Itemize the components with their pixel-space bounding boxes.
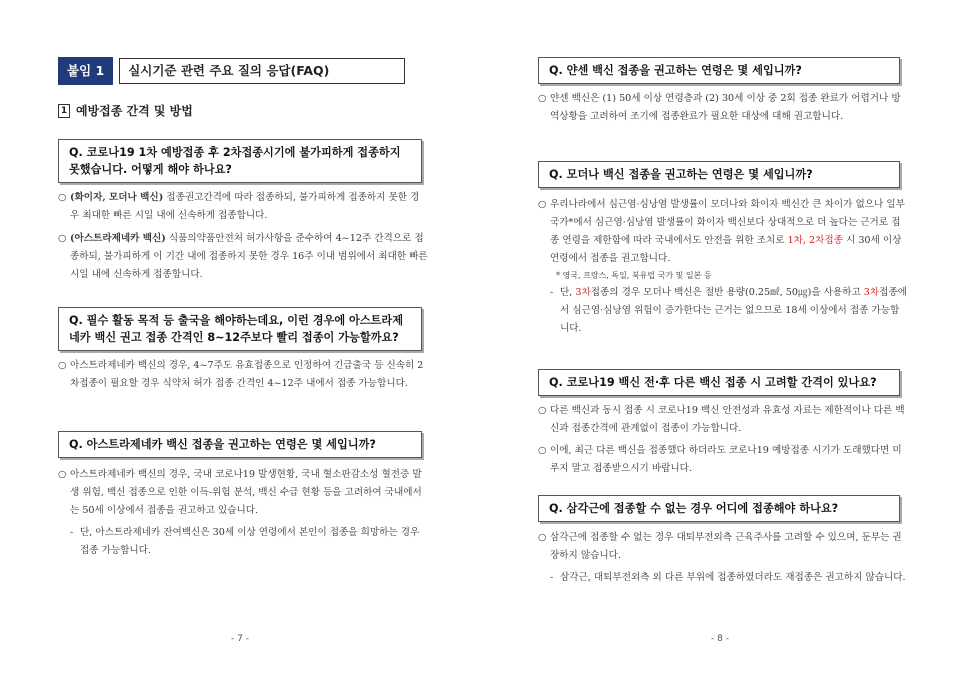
question-text: Q. 모더나 백신 접종을 권고하는 연령은 몇 세입니까? <box>549 168 813 181</box>
appendix-title: 실시기준 관련 주요 질의 응답(FAQ) <box>119 58 405 84</box>
answer-sub-item <box>70 524 428 560</box>
question-text: Q. 아스트라제네카 백신 접종을 권고하는 연령은 몇 세입니까? <box>69 438 376 451</box>
answer-bullet <box>538 196 908 268</box>
answer-bullet <box>538 402 908 438</box>
footnote: * 영국, 프랑스, 독일, 북유럽 국가 및 일본 등 <box>556 271 712 280</box>
circle-bullet-icon: ○ <box>538 93 547 104</box>
dash-bullet-icon: - <box>550 572 554 583</box>
answer-7 <box>538 529 908 587</box>
section-heading <box>58 102 193 119</box>
answer-6 <box>538 402 908 478</box>
answer-text: 식품의약품안전처 허가사항을 준수하여 4~12주 간격으로 접종하되, 불가피하게 이 기간 내에 접종하지 못한 경우 16주 이내 범위에서 최대한 빠른 시일 내에 신속하게 접종합니다. <box>70 233 428 280</box>
question-text: Q. 삼각근에 접종할 수 없는 경우 어디에 접종해야 하나요? <box>549 502 839 515</box>
answer-sub-item <box>550 284 908 338</box>
answer-1 <box>58 189 428 284</box>
page-number: - 8 - <box>711 634 729 644</box>
question-text: Q. 필수 활동 목적 등 출국을 해야하는데요, 이런 경우에 아스트라제네카 백신 권고 접종 간격인 8~12주보다 빨리 접종이 가능할까요? <box>69 314 404 344</box>
answer-bullet <box>538 442 908 478</box>
question-text: Q. 코로나19 백신 전·후 다른 백신 접종 시 고려할 간격이 있나요? <box>549 376 877 389</box>
answer-bullet <box>58 189 428 225</box>
answer-subtext: 접종에서 심근염·심낭염 위험이 증가한다는 근거는 없으므로 18세 이상에서 접종 가능합니다. <box>560 287 907 334</box>
answer-text: 시 30세 이상 연령에서 접종을 권고합니다. <box>550 235 902 264</box>
vaccine-label: (아스트라제네카 백신) <box>70 233 166 244</box>
question-box-3 <box>58 431 422 458</box>
answer-sub-item <box>550 569 908 587</box>
question-box-1 <box>58 139 422 183</box>
circle-bullet-icon: ○ <box>58 192 67 203</box>
answer-bullet <box>58 466 428 520</box>
question-box-4 <box>538 57 900 84</box>
answer-3 <box>58 466 428 560</box>
question-text: Q. 얀센 백신 접종을 권고하는 연령은 몇 세입니까? <box>549 64 802 77</box>
appendix-header <box>58 57 405 85</box>
question-box-5 <box>538 161 900 188</box>
answer-bullet <box>58 230 428 284</box>
right-page <box>480 0 960 679</box>
answer-subtext: 삼각근, 대퇴부전외측 외 다른 부위에 접종하였더라도 재접종은 권고하지 않습니다. <box>560 572 906 583</box>
answer-text: 삼각근에 접종할 수 없는 경우 대퇴부전외측 근육주사를 고려할 수 있으며, 둔부는 권장하지 않습니다. <box>550 532 902 561</box>
answer-text: 아스트라제네카 백신의 경우, 4~7주도 유효접종으로 인정하여 긴급출국 등 신속히 2차접종이 필요할 경우 식약처 허가 접종 간격인 4~12주 내에서 접종 가능합니다. <box>70 360 424 389</box>
circle-bullet-icon: ○ <box>58 233 67 244</box>
section-number: 1 <box>58 104 70 118</box>
highlight-text: 1차, 2차접종 <box>787 235 843 246</box>
answer-bullet <box>538 529 908 565</box>
highlight-text: 3차 <box>575 287 591 298</box>
vaccine-label: (화이자, 모더나 백신) <box>70 192 164 203</box>
dash-bullet-icon: - <box>70 527 74 538</box>
page-number: - 7 - <box>231 634 249 644</box>
highlight-text: 3차 <box>863 287 880 298</box>
answer-5 <box>538 196 908 338</box>
answer-text: 얀센 백신은 (1) 50세 이상 연령층과 (2) 30세 이상 중 2회 접종 완료가 어렵거나 방역상황을 고려하여 조기에 접종완료가 필요한 대상에 대해 권고합니다. <box>550 93 901 122</box>
answer-text: 우리나라에서 심근염·심낭염 발생률이 모더나와 화이자 백신간 큰 차이가 없으나 일부 국가*에서 심근염·심낭염 발생률이 화이자 백신보다 상대적으로 더 높다는 근거로 접종 연령을 제한함에 따라 국내에서도 안전을 위한 조치로 <box>550 199 905 246</box>
circle-bullet-icon: ○ <box>538 445 547 456</box>
question-box-7 <box>538 495 900 522</box>
answer-bullet <box>538 90 908 126</box>
answer-subtext: 단, <box>560 287 576 298</box>
section-title: 예방접종 간격 및 방법 <box>76 104 193 118</box>
circle-bullet-icon: ○ <box>538 405 547 416</box>
question-box-6 <box>538 369 900 396</box>
circle-bullet-icon: ○ <box>58 360 67 371</box>
answer-2 <box>58 357 428 393</box>
answer-text: 이에, 최근 다른 백신을 접종했다 하더라도 코로나19 예방접종 시기가 도래했다면 미루지 말고 접종받으시기 바랍니다. <box>550 445 902 474</box>
circle-bullet-icon: ○ <box>58 469 67 480</box>
answer-text: 아스트라제네카 백신의 경우, 국내 코로나19 발생현황, 국내 혈소판감소성 혈전증 발생 위험, 백신 접종으로 인한 이득-위험 분석, 백신 수급 현황 등을 고려하여 국내에서는 50세 이상에서 접종을 권고하고 있습니다. <box>70 469 422 516</box>
question-text: Q. 코로나19 1차 예방접종 후 2차접종시기에 불가피하게 접종하지 못했습니다. 어떻게 해야 하나요? <box>69 146 401 176</box>
circle-bullet-icon: ○ <box>538 532 547 543</box>
answer-text: 접종권고간격에 따라 접종하되, 불가피하게 접종하지 못한 경우 최대한 빠른 시일 내에 신속하게 접종합니다. <box>70 192 420 221</box>
circle-bullet-icon: ○ <box>538 199 547 210</box>
answer-subtext: 단, 아스트라제네카 잔여백신은 30세 이상 연령에서 본인이 접종을 희망하는 경우 접종 가능합니다. <box>80 527 420 556</box>
answer-bullet <box>58 357 428 393</box>
answer-4 <box>538 90 908 126</box>
dash-bullet-icon: - <box>550 287 554 298</box>
question-box-2 <box>58 307 422 351</box>
answer-subtext: 접종의 경우 모더나 백신은 절반 용량(0.25㎖, 50㎍)을 사용하고 <box>590 287 864 298</box>
answer-text: 다른 백신과 동시 접종 시 코로나19 백신 안전성과 유효성 자료는 제한적이나 다른 백신과 접종간격에 관계없이 접종이 가능합니다. <box>550 405 905 434</box>
appendix-label: 붙임 1 <box>58 57 113 85</box>
